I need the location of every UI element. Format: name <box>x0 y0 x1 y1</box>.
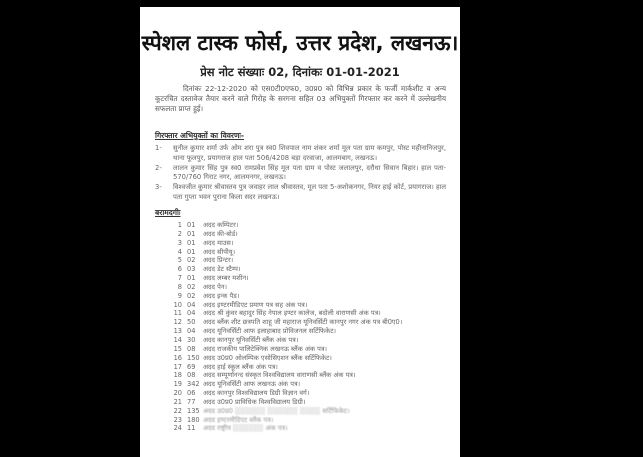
recovery-number: 22 <box>173 406 182 415</box>
recovery-number: 4 <box>177 247 182 256</box>
recovery-item <box>170 283 455 292</box>
recovery-description: अदद यूनिवर्सिटी आफ इलाहाबाद प्रोविजनल सर्टिफिकेट। <box>203 327 337 336</box>
recovery-number: 7 <box>177 274 182 283</box>
recovery-description: अदद प्रिन्टर। <box>203 256 234 265</box>
recovery-item <box>170 424 455 433</box>
intro-paragraph: दिनांकः 22-12-2020 को एस0टी0एफ0, उ0प्र0 को विभिन्न प्रकार के फर्जी मार्कशीट व अन्य कूटरचित दस्तावेज तैयार करने वाले गिरोह के सरगना सहित 03 अभियुक्तों गिरफ्तार कर करने में उल्लेखनीय सफलता प्राप्त हुई। <box>155 84 446 113</box>
recovery-number: 23 <box>173 415 182 424</box>
recovery-item <box>170 380 455 389</box>
recovery-quantity: 135 <box>187 406 200 415</box>
accused-number: 3- <box>155 183 162 192</box>
accused-number: 2- <box>155 163 162 172</box>
recovery-number: 16 <box>173 353 182 362</box>
accused-details: लालन कुमार सिंह पुत्र स्व0 रामप्रवेश सिंह मूल पता ग्राम व पोस्ट जलालपुर, दरौधा सिवान बिहार। हाल पता- 570/760 गिराट नगर, आलमनगर, लखनऊ। <box>173 163 446 182</box>
accused-item <box>155 183 446 202</box>
accused-number: 1- <box>155 144 162 152</box>
recovery-quantity: 08 <box>187 344 196 353</box>
recovery-number: 3 <box>177 238 182 247</box>
recovery-quantity: 01 <box>187 229 196 238</box>
recovery-item <box>170 363 455 372</box>
recovery-quantity: 06 <box>187 389 196 398</box>
recovery-quantity: 342 <box>187 380 200 389</box>
recovery-item <box>170 416 455 425</box>
recovery-description: अदद राष्ट्रीय ░░░░░░ अंक पत्र। <box>203 424 288 433</box>
recovery-quantity: 02 <box>187 291 196 300</box>
recovery-description: अदद माउस। <box>203 238 234 247</box>
recovery-quantity: 69 <box>187 362 196 371</box>
recovery-item <box>170 309 455 318</box>
recovery-description: अदद हाई स्कूल ब्लैंक अंक पत्र। <box>203 362 278 371</box>
recovery-item <box>170 336 455 345</box>
recovery-item <box>170 301 455 310</box>
recovery-quantity: 11 <box>187 424 196 433</box>
recovery-description: अदद उ0प्र0 ओलम्पिक एसोसिएशन ब्लैंक सर्टिफिकेट। <box>203 353 332 362</box>
recovery-number: 14 <box>173 335 182 344</box>
recovery-item <box>170 354 455 363</box>
recovery-description: अदद श्री कुंवर बहादुर सिंह नेपाल इण्टर कालेज, बदोली वाराणसी अंक पत्र। <box>203 309 381 318</box>
recovery-description: अदद इण्टरमीडिएट ब्लैंक पत्र। <box>203 415 274 424</box>
recovery-quantity: 150 <box>187 353 200 362</box>
recovery-description: अदद राजकीय पालिटेक्निक लखनऊ ब्लैंक अंक पत्र। <box>203 344 328 353</box>
recovery-quantity: 01 <box>187 238 196 247</box>
recovery-description: अदद उ0प्र0 ░░░░░░ ░░░░░░ ░░░░ सर्टिफिकेट। <box>203 406 350 415</box>
recovery-item <box>170 230 455 239</box>
recovery-description: अदद लम्बर मशीन। <box>203 274 249 283</box>
recovery-number: 12 <box>173 318 182 327</box>
recovery-number: 21 <box>173 397 182 406</box>
recovery-quantity: 01 <box>187 247 196 256</box>
accused-list <box>155 144 446 203</box>
recovery-description: अदद कानपुर यूनिवर्सिटी ब्लैंक अंक पत्र। <box>203 335 299 344</box>
recovery-list <box>170 221 455 433</box>
recovery-number: 15 <box>173 344 182 353</box>
accused-item <box>155 144 446 163</box>
recovery-description: अदद उ0प्र0 प्राविधिक विश्वविद्यालय डिग्री। <box>203 397 306 406</box>
recovery-quantity: 04 <box>187 300 196 309</box>
recovery-quantity: 180 <box>187 415 200 424</box>
recovery-item <box>170 221 455 230</box>
recovery-description: अदद सीपीयू। <box>203 247 236 256</box>
recovery-item <box>170 407 455 416</box>
recovery-item <box>170 274 455 283</box>
recovery-item <box>170 389 455 398</box>
recovery-item <box>170 248 455 257</box>
accused-heading: गिरफ्तार अभियुक्तों का विवरणः- <box>155 131 245 140</box>
recovery-item <box>170 292 455 301</box>
accused-details: सुनील कुमार शर्मा उर्फ ओम शरा पुत्र स्व0 शिवपाल नाम शंकर शर्मा मूल पता ग्राम कमपुर, पोस्ट महीनानिजपुर, थाना फूलपुर, प्रयागराज हाल पता 506/4208 बड़ा दरवाजा, आलमबाग, लखनऊ। <box>173 144 446 162</box>
recovery-number: 19 <box>173 380 182 389</box>
recovery-item <box>170 265 455 274</box>
recovery-description: अदद सम्पूर्णानन्द संस्कृत विश्वविद्यालय वाराणसी ब्लैंक अंक पत्र। <box>203 371 356 380</box>
recovery-description: अदद कानपुर विश्वविद्यालय डिग्री विज्ञान वर्ग। <box>203 389 310 398</box>
recovery-number: 18 <box>173 371 182 380</box>
recovery-number: 9 <box>177 291 182 300</box>
recovery-number: 10 <box>173 300 182 309</box>
recovery-number: 1 <box>177 221 182 229</box>
accused-details: विश्वजीत कुमार श्रीवास्तव पुत्र जवाहर लाल श्रीवास्तव, मूल पता 5-अशोकनगर, नियर हाई कोर्ट, प्रयागराज। हाल पता गुप्ता भवन पुराना किला सदर लखनऊ। <box>173 183 446 201</box>
recovery-heading: बरामदगीः <box>155 208 181 217</box>
recovery-number: 17 <box>173 362 182 371</box>
recovery-number: 8 <box>177 282 182 291</box>
document-title: स्पेशल टास्क फोर्स, उत्तर प्रदेश, लखनऊ। <box>141 31 459 55</box>
recovery-description: अदद इन्क पैड। <box>203 291 240 300</box>
press-note-page <box>140 7 460 457</box>
recovery-quantity: 02 <box>187 256 196 265</box>
recovery-item <box>170 256 455 265</box>
recovery-quantity: 04 <box>187 327 196 336</box>
recovery-quantity: 30 <box>187 335 196 344</box>
recovery-description: अदद डेट स्टैम्प। <box>203 265 241 274</box>
recovery-quantity: 01 <box>187 221 196 229</box>
recovery-quantity: 50 <box>187 318 196 327</box>
press-note-number: प्रेस नोट संख्याः 02, दिनांकः 01-01-2021 <box>200 65 400 79</box>
recovery-number: 13 <box>173 327 182 336</box>
recovery-quantity: 04 <box>187 309 196 318</box>
recovery-item <box>170 327 455 336</box>
recovery-description: अदद पेन। <box>203 282 228 291</box>
recovery-quantity: 02 <box>187 282 196 291</box>
recovery-item <box>170 318 455 327</box>
recovery-description: अदद यूनिवर्सिटी आफ लखनऊ अंक पत्र। <box>203 380 301 389</box>
recovery-item <box>170 345 455 354</box>
recovery-item <box>170 371 455 380</box>
recovery-quantity: 01 <box>187 274 196 283</box>
recovery-number: 24 <box>173 424 182 433</box>
recovery-item <box>170 239 455 248</box>
accused-item <box>155 164 446 183</box>
recovery-description: अदद कम्पिटर। <box>203 221 239 229</box>
recovery-number: 2 <box>177 229 182 238</box>
recovery-description: अदद इण्टरमीडिएट प्रमाण पत्र सह अंक पत्र। <box>203 300 308 309</box>
recovery-item <box>170 398 455 407</box>
recovery-description: अदद ब्लैंक शीट छत्रपति शाहू जी महाराज यूनिवर्सिटी कानपुर नगर अंक पत्र बी0ए0। <box>203 318 403 327</box>
recovery-quantity: 77 <box>187 397 196 406</box>
recovery-number: 5 <box>177 256 182 265</box>
recovery-quantity: 03 <box>187 265 196 274</box>
recovery-number: 6 <box>177 265 182 274</box>
recovery-quantity: 08 <box>187 371 196 380</box>
recovery-number: 11 <box>173 309 182 318</box>
recovery-description: अदद की-बोर्ड। <box>203 229 238 238</box>
recovery-number: 20 <box>173 389 182 398</box>
